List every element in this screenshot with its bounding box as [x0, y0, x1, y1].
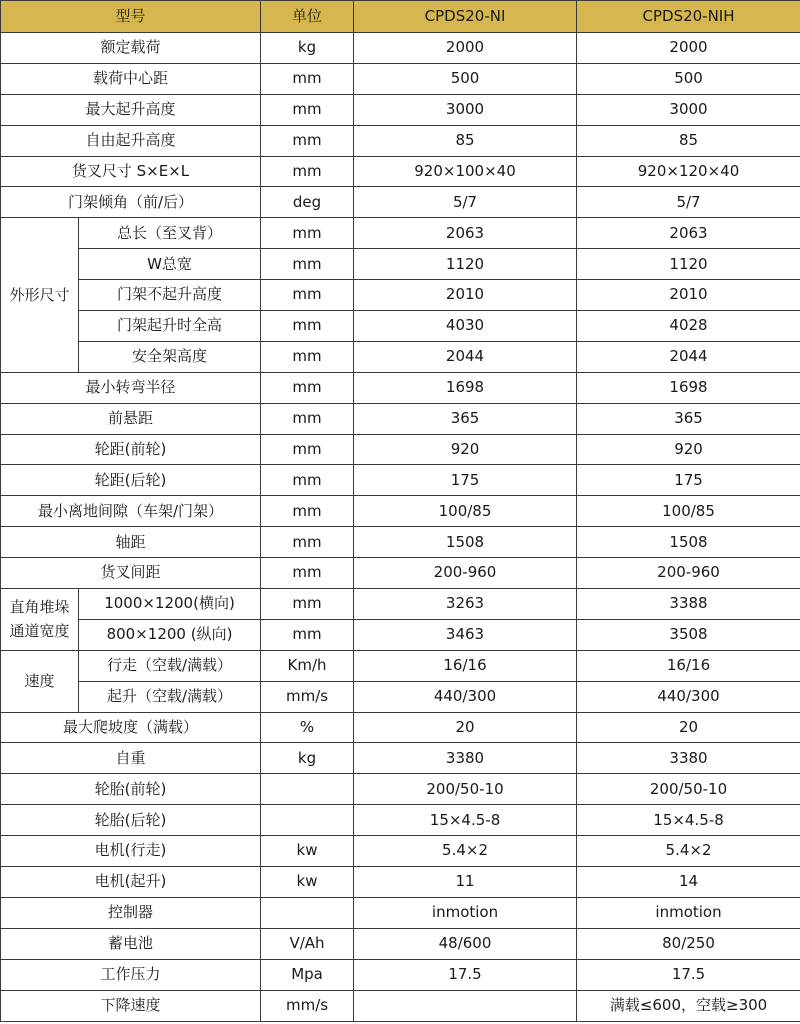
row-value-ni: 1508: [354, 527, 577, 558]
row-value-nih: 2044: [577, 341, 800, 372]
row-unit: mm: [261, 589, 354, 620]
aisle-width-group-label: [1, 589, 79, 651]
row-value-ni: 16/16: [354, 650, 577, 681]
row-unit: %: [261, 712, 354, 743]
row-value-ni: 365: [354, 403, 577, 434]
row-value-nih: inmotion: [577, 897, 800, 928]
row-label: 下降速度: [1, 990, 261, 1021]
row-label: 门架不起升高度: [79, 280, 261, 311]
row-label: 最小转弯半径: [1, 372, 261, 403]
row-label: 门架起升时全高: [79, 311, 261, 342]
table-row: [1, 372, 800, 403]
table-row: [1, 218, 800, 249]
row-value-nih: 15×4.5-8: [577, 805, 800, 836]
row-value-nih: 2063: [577, 218, 800, 249]
table-row: [1, 774, 800, 805]
row-value-ni: 20: [354, 712, 577, 743]
row-value-ni: [354, 990, 577, 1021]
row-unit: kw: [261, 836, 354, 867]
row-value-nih: 200-960: [577, 558, 800, 589]
row-value-ni: 5.4×2: [354, 836, 577, 867]
row-unit: [261, 774, 354, 805]
row-unit: V/Ah: [261, 928, 354, 959]
table-row: [1, 527, 800, 558]
table-row: [1, 94, 800, 125]
row-value-ni: 3380: [354, 743, 577, 774]
row-unit: Mpa: [261, 959, 354, 990]
row-label: 安全架高度: [79, 341, 261, 372]
row-value-nih: 3388: [577, 589, 800, 620]
row-label: 货叉间距: [1, 558, 261, 589]
row-value-nih: 4028: [577, 311, 800, 342]
row-unit: kw: [261, 867, 354, 898]
table-row: [1, 403, 800, 434]
row-label: 最大爬坡度（满载）: [1, 712, 261, 743]
row-unit: mm: [261, 63, 354, 94]
table-row: [1, 280, 800, 311]
table-row: [1, 341, 800, 372]
table-row: [1, 743, 800, 774]
row-label: W总宽: [79, 249, 261, 280]
row-value-nih: 200/50-10: [577, 774, 800, 805]
row-value-nih: 5/7: [577, 187, 800, 218]
row-unit: mm: [261, 94, 354, 125]
table-row: [1, 712, 800, 743]
row-label: 工作压力: [1, 959, 261, 990]
row-label: 轴距: [1, 527, 261, 558]
unit-header: 单位: [261, 1, 354, 33]
row-label: 前悬距: [1, 403, 261, 434]
row-value-nih: 175: [577, 465, 800, 496]
model-header: 型号: [1, 1, 261, 33]
row-value-ni: 500: [354, 63, 577, 94]
row-label: 轮距(前轮): [1, 434, 261, 465]
table-row: [1, 311, 800, 342]
row-label: 自由起升高度: [1, 125, 261, 156]
row-label: 1000×1200(横向): [79, 589, 261, 620]
row-value-ni: 17.5: [354, 959, 577, 990]
table-row: [1, 589, 800, 620]
row-value-nih: 365: [577, 403, 800, 434]
row-unit: mm: [261, 125, 354, 156]
row-value-nih: 920×120×40: [577, 156, 800, 187]
row-value-nih: 100/85: [577, 496, 800, 527]
table-row: [1, 187, 800, 218]
table-row: [1, 496, 800, 527]
table-row: [1, 897, 800, 928]
table-row: [1, 125, 800, 156]
row-unit: mm: [261, 156, 354, 187]
dimensions-group-label: 外形尺寸: [1, 218, 79, 372]
row-label: 轮胎(前轮): [1, 774, 261, 805]
row-value-nih: 500: [577, 63, 800, 94]
row-value-ni: 5/7: [354, 187, 577, 218]
row-unit: mm: [261, 311, 354, 342]
row-value-nih: 440/300: [577, 681, 800, 712]
aisle-group-line2: 通道宽度: [9, 622, 70, 641]
row-value-ni: 3000: [354, 94, 577, 125]
row-label: 额定载荷: [1, 33, 261, 64]
row-value-ni: 2010: [354, 280, 577, 311]
row-unit: mm: [261, 280, 354, 311]
table-row: [1, 558, 800, 589]
row-value-nih: 3000: [577, 94, 800, 125]
row-label: 总长（至叉背）: [79, 218, 261, 249]
row-value-nih: 3380: [577, 743, 800, 774]
row-label: 最大起升高度: [1, 94, 261, 125]
table-row: [1, 63, 800, 94]
row-value-ni: 1120: [354, 249, 577, 280]
row-value-nih: 20: [577, 712, 800, 743]
row-value-nih: 1698: [577, 372, 800, 403]
row-value-ni: 48/600: [354, 928, 577, 959]
header-row: [1, 1, 800, 33]
table-row: [1, 156, 800, 187]
row-value-nih: 920: [577, 434, 800, 465]
row-value-nih: 3508: [577, 619, 800, 650]
row-value-ni: 11: [354, 867, 577, 898]
table-row: [1, 928, 800, 959]
row-label: 行走（空载/满载）: [79, 650, 261, 681]
row-unit: mm: [261, 434, 354, 465]
row-value-ni: 2044: [354, 341, 577, 372]
row-value-nih: 85: [577, 125, 800, 156]
row-unit: kg: [261, 743, 354, 774]
table-row: [1, 959, 800, 990]
row-unit: mm/s: [261, 990, 354, 1021]
table-row: [1, 434, 800, 465]
row-unit: Km/h: [261, 650, 354, 681]
row-label: 载荷中心距: [1, 63, 261, 94]
table-row: [1, 990, 800, 1021]
row-unit: mm: [261, 619, 354, 650]
row-value-ni: 175: [354, 465, 577, 496]
row-label: 电机(行走): [1, 836, 261, 867]
row-value-ni: 3463: [354, 619, 577, 650]
row-unit: deg: [261, 187, 354, 218]
row-value-ni: 200/50-10: [354, 774, 577, 805]
row-value-ni: inmotion: [354, 897, 577, 928]
model-nih-header: CPDS20-NIH: [577, 1, 800, 33]
row-label: 轮距(后轮): [1, 465, 261, 496]
row-value-nih: 2000: [577, 33, 800, 64]
row-label: 电机(起升): [1, 867, 261, 898]
row-unit: mm: [261, 218, 354, 249]
row-unit: mm: [261, 372, 354, 403]
row-value-ni: 2000: [354, 33, 577, 64]
row-value-ni: 920×100×40: [354, 156, 577, 187]
table-row: [1, 619, 800, 650]
row-label: 蓄电池: [1, 928, 261, 959]
row-unit: [261, 897, 354, 928]
row-value-nih: 14: [577, 867, 800, 898]
row-value-nih: 1508: [577, 527, 800, 558]
row-value-ni: 200-960: [354, 558, 577, 589]
aisle-group-line1: 直角堆垛: [9, 598, 70, 617]
row-label: 门架倾角（前/后）: [1, 187, 261, 218]
row-unit: mm: [261, 341, 354, 372]
row-unit: mm/s: [261, 681, 354, 712]
row-unit: kg: [261, 33, 354, 64]
row-value-nih: 80/250: [577, 928, 800, 959]
row-unit: mm: [261, 465, 354, 496]
row-label: 800×1200 (纵向): [79, 619, 261, 650]
row-value-ni: 15×4.5-8: [354, 805, 577, 836]
row-unit: mm: [261, 527, 354, 558]
row-value-nih: 16/16: [577, 650, 800, 681]
table-row: [1, 465, 800, 496]
table-row: [1, 33, 800, 64]
row-label: 货叉尺寸 S×E×L: [1, 156, 261, 187]
row-value-ni: 2063: [354, 218, 577, 249]
row-unit: mm: [261, 249, 354, 280]
row-unit: [261, 805, 354, 836]
row-label: 自重: [1, 743, 261, 774]
table-row: [1, 681, 800, 712]
row-value-nih: 满载≤600，空载≥300: [577, 990, 800, 1021]
row-value-nih: 2010: [577, 280, 800, 311]
row-unit: mm: [261, 403, 354, 434]
table-row: [1, 867, 800, 898]
row-value-ni: 440/300: [354, 681, 577, 712]
row-unit: mm: [261, 558, 354, 589]
row-value-ni: 3263: [354, 589, 577, 620]
table-row: [1, 249, 800, 280]
row-label: 控制器: [1, 897, 261, 928]
row-value-nih: 1120: [577, 249, 800, 280]
row-value-ni: 920: [354, 434, 577, 465]
model-ni-header: CPDS20-NI: [354, 1, 577, 33]
row-value-ni: 85: [354, 125, 577, 156]
row-unit: mm: [261, 496, 354, 527]
table-row: [1, 650, 800, 681]
row-value-ni: 100/85: [354, 496, 577, 527]
row-label: 起升（空载/满载）: [79, 681, 261, 712]
table-row: [1, 805, 800, 836]
row-value-ni: 4030: [354, 311, 577, 342]
speed-group-label: 速度: [1, 650, 79, 712]
row-value-ni: 1698: [354, 372, 577, 403]
row-label: 最小离地间隙（车架/门架）: [1, 496, 261, 527]
row-value-nih: 5.4×2: [577, 836, 800, 867]
row-label: 轮胎(后轮): [1, 805, 261, 836]
table-row: [1, 836, 800, 867]
row-value-nih: 17.5: [577, 959, 800, 990]
